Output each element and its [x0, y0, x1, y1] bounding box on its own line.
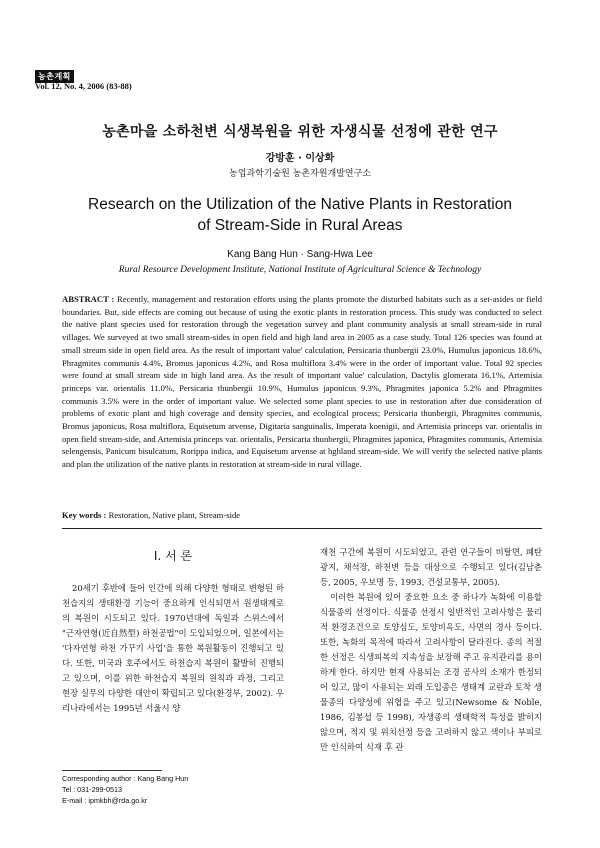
authors-english: Kang Bang Hun · Sang-Hwa Lee: [227, 249, 373, 260]
title-english: Research on the Utilization of the Native Plants in Restoration of Stream-Side in Rural Areas: [88, 196, 512, 234]
footnotes: [62, 773, 292, 806]
section-divider: [62, 528, 542, 529]
abstract: [62, 293, 542, 471]
section-heading: I. 서 론: [153, 549, 193, 563]
body-column-left: [62, 545, 284, 716]
keywords: [62, 510, 542, 520]
author-tel: Tel : 031-299-0513: [62, 785, 122, 794]
affiliation-korean: 농업과학기술원 농촌자원개발연구소: [229, 169, 371, 179]
abstract-text: Recently, management and restoration efforts using the plants promote the disturbed habitats such as a set-asides or field boundaries. But, side effects are coming out because of using the exotic plants in restoration process. This study was conducted to select the native plant species used for restoration through the vegetation survey and plant community analysis at small stream-side in rural villages. We surveyed at two small stream-sides in open field and high land area in 2005 as a case study. Total 126 species was found at small stream side in open field area. As the result of important value' calculation, Persicaria thunbergii 23.0%, Humulus japonicus 18.6%, Phragmites communis 4.4%, Bromus japonicus 4.2%, and Rosa multiflora 3.4% were in the order of important value. Total 92 species were found at small stream side in high land area. As the result of important value' calculation, Dactylis glomerata 16.1%, Artemisia princeps var. orientalis 11.0%, Persicaria thunbergii 10.9%, Humulus japonicus 9.3%, Phragmites japonica 5.2% and Phragmites communis 3.5% were in the order of important value. We selected some plant species to use in restoration after due consideration of problems of exotic plant and high coverage and density species, and ecological process; Persicaria thunbergii, Phragmites communis, Bromus japonicus, Rosa multiflora, Equisetum arvense, Digitaria sanguinalis, Imperata koenigii, and Artemisia princeps var. orientalis in open field stream-side, and Artemisia princeps var. orientalis, Persicaria thunbergii, Phragmites japonica, Phragmites communis, Artemisia selengensis, Panicum bisulcatum, Rorippa indica, and Equisetum arvense at hghland stream-side. We will verify the selected native plants and plan the utilization of the native plants in restoration at stream-side in rural village.: [62, 294, 542, 470]
authors-korean: 강방훈 · 이상화: [265, 153, 335, 164]
corresponding-author: Corresponding author : Kang Bang Hun: [62, 774, 189, 783]
keywords-label: Key words :: [62, 510, 107, 520]
keywords-text: Restoration, Native plant, Stream-side: [108, 510, 241, 520]
body-paragraph: 20세기 후반에 들어 인간에 의해 다양한 형태로 변형된 하천습지의 생태환경 기능이 중요하게 인식되면서 원생태계로의 복원이 시도되고 있다. 1970년대에 독일과 스위스에서 "근자연형(近自然型) 하천공법"이 도입되었으며, 일본에서는 '다자연형 하천 가꾸기 사업'을 통한 복원활동이 진행되고 있다. 또한, 미국과 호주에서도 하천습지 복원이 활발히 진행되고 있으며, 이를 위한 하천습지 복원의 원칙과 과정, 그리고 현장 실무의 다양한 대안이 확립되고 있다(환경부, 2002). 우리나라에서는 1995년 서울시 양: [62, 583, 284, 713]
title-korean: 농촌마을 소하천변 식생복원을 위한 자생식물 선정에 관한 연구: [102, 124, 498, 140]
author-email: E-mail : ipmkbh@rda.go.kr: [62, 796, 148, 805]
affiliation-english: Rural Resource Development Institute, National Institute of Agricultural Science & Technology: [118, 265, 482, 275]
body-paragraph: 이러한 복원에 있어 중요한 요소 중 하나가 녹화에 이용할 식물종의 선정이다. 식물종 선정시 일반적인 고려사항은 물리적 환경조건으로 토양심도, 토양비옥도, 사면의 경사 등이다. 또한, 녹화의 목적에 따라서 고려사항이 달라진다. 종의 적절한 선정은 식생피복의 지속성을 보장해 주고 유지관리를 용이하게 한다. 하지만 현재 사용되는 조경 공사의 소재가 한정되어 있고, 많이 사용되는 외래 도입종은 생태계 교란과 토착 생물종의 다양성에 위협을 주고 있고(Newsome & Noble, 1986, 김봉섭 등 1998), 자생종의 생태학적 특성을 밝히지 않으며, 적지 및 위치선정 등을 고려하지 않고 색이나 부피로만 인식하여 식재 후 관: [320, 592, 542, 752]
body-paragraph: 재천 구간에 복원이 시도되었고, 관련 연구들이 비탈면, 폐탄광지, 채석장, 하천변 등을 대상으로 수행되고 있다(김남춘 등, 2005, 우보명 등, 1993, 건설교통부, 2005).: [320, 547, 542, 587]
footnote-divider: [62, 770, 162, 771]
abstract-label: ABSTRACT :: [62, 294, 115, 304]
journal-logo: 농촌계획: [35, 70, 74, 83]
body-column-right: [320, 545, 542, 755]
volume-line: Vol. 12, No. 4, 2006 (83-88): [35, 81, 132, 91]
